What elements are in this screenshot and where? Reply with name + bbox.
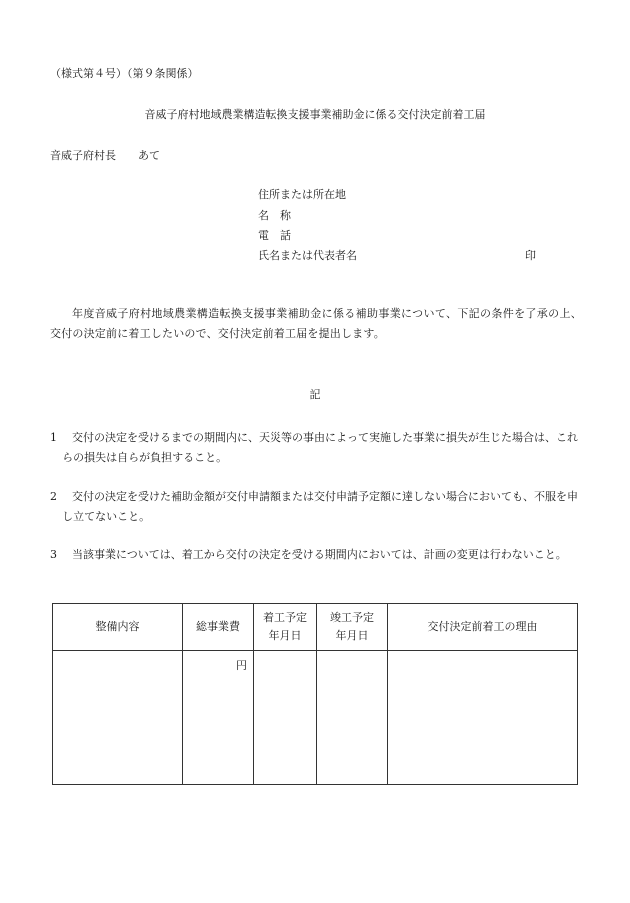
total-cost-cell[interactable] [183,651,254,785]
applicant-representative-label: 氏名または代表者名 [258,249,357,262]
applicant-name-label: 名 称 [258,209,291,222]
condition-text: 交付の決定を受けた補助金額が交付申請額または交付申請予定額に達しない場合においても、不服を申し立てないこと。 [62,490,578,523]
yen-unit: 円 [236,659,247,672]
addressee [50,148,160,164]
ki-heading: 記 [309,388,321,401]
seal-mark: 印 [525,249,536,262]
condition-text: 当該事業については、着工から交付の決定を受ける期間内においては、計画の変更は行わないこと。 [72,548,567,561]
document-title: 音威子府村地域農業構造転換支援事業補助金に係る交付決定前着工届 [144,108,486,121]
header-completion-date: 竣工予定 年月日 [317,604,388,651]
header-reason: 交付決定前着工の理由 [388,604,578,651]
table-row [53,651,578,785]
table-header-row [53,604,578,651]
condition-number: 2 [50,490,57,503]
applicant-phone-label: 電 話 [258,229,291,242]
condition-item [50,545,584,565]
condition-number: 3 [50,548,57,561]
addressee-name: 音威子府村長 [50,149,116,162]
condition-item [50,428,584,468]
reason-cell[interactable] [388,651,578,785]
applicant-address-label: 住所または所在地 [258,188,346,201]
start-date-cell[interactable] [254,651,317,785]
intro-paragraph: 年度音威子府村地域農業構造転換支援事業補助金に係る補助事業について、下記の条件を了承の上、交付の決定前に着工したいので、交付決定前着工届を提出します。 [50,307,582,340]
maintenance-content-cell[interactable] [53,651,183,785]
header-total-cost: 総事業費 [183,604,254,651]
form-reference: （様式第４号）（第９条関係） [50,67,199,80]
condition-text: 交付の決定を受けるまでの期間内に、天災等の事由によって実施した事業に損失が生じた場合は、これらの損失は自らが負担すること。 [62,431,578,464]
project-table [52,603,578,785]
header-maintenance-content: 整備内容 [53,604,183,651]
completion-date-cell[interactable] [317,651,388,785]
addressee-honorific: あて [138,149,160,162]
header-start-date: 着工予定 年月日 [254,604,317,651]
condition-number: 1 [50,431,57,444]
condition-item [50,487,584,527]
